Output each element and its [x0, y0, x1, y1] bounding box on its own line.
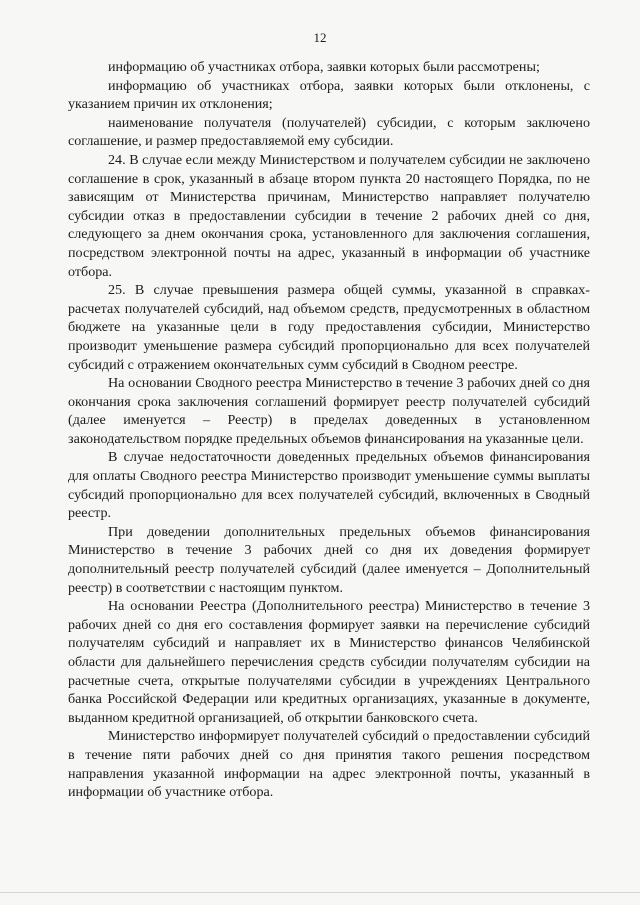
paragraph: На основании Сводного реестра Министерство в течение 3 рабочих дней со дня окончания срока заключения соглашений формирует реестр получателей субсидий (далее именуется – Реестр) в пределах доведенных в установленном законодательством порядке предельных объемов финансирования на указанные цели. [68, 375, 590, 447]
paragraph-item-24: 24. В случае если между Министерством и получателем субсидии не заключено соглашение в срок, указанный в абзаце втором пункта 20 настоящего Порядка, по не зависящим от Министерства причинам, Министерство направляет получателю субсидии отказ в предоставлении субсидии в течение 2 рабочих дней со дня, следующего за днем окончания срока, установленного для заключения соглашения, посредством электронной почты на адрес, указанный в информации об участнике отбора. [68, 151, 590, 280]
paragraph: наименование получателя (получателей) субсидии, с которым заключено соглашение, и размер предоставляемой ему субсидии. [68, 114, 590, 150]
document-body [68, 58, 590, 802]
scan-edge-line [0, 892, 640, 893]
page-number: 12 [313, 30, 327, 45]
paragraph-item-25: 25. В случае превышения размера общей суммы, указанной в справках-расчетах получателей субсидий, над объемом средств, предусмотренных в областном бюджете на указанные цели в году предоставления субсидии, Министерство производит уменьшение размера субсидий пропорционально для всех получателей субсидий с отражением окончательных сумм субсидий в Сводном реестре. [68, 282, 590, 373]
paragraph: На основании Реестра (Дополнительного реестра) Министерство в течение 3 рабочих дней со дня его составления формирует заявки на перечисление субсидий получателям субсидий и направляет их в Министерство финансов Челябинской области для дальнейшего перечисления средств субсидии получателям субсидии на расчетные счета, открытые получателями субсидии в учреждениях Центрального банка Российской Федерации или кредитных организациях, указанные в документе, выданном кредитной организацией, об открытии банковского счета. [68, 598, 590, 726]
paragraph: информацию об участниках отбора, заявки которых были рассмотрены; [108, 59, 540, 75]
paragraph: При доведении дополнительных предельных объемов финансирования Министерство в течение 3 рабочих дней со дня их доведения формирует дополнительный реестр получателей субсидий (далее именуется – Дополнительный реестр) в соответствии с настоящим пунктом. [68, 523, 590, 596]
paragraph: В случае недостаточности доведенных предельных объемов финансирования для оплаты Сводного реестра Министерство производит уменьшение суммы выплаты субсидий пропорционально для всех получателей субсидий, включенных в Сводный реестр. [68, 449, 590, 522]
paragraph: Министерство информирует получателей субсидий о предоставлении субсидий в течение пяти рабочих дней со дня принятия такого решения посредством направления указанной информации на адрес электронной почты, указанный в информации об участнике отбора. [68, 728, 590, 801]
paragraph: информацию об участниках отбора, заявки которых были отклонены, с указанием причин их отклонения; [68, 77, 590, 113]
